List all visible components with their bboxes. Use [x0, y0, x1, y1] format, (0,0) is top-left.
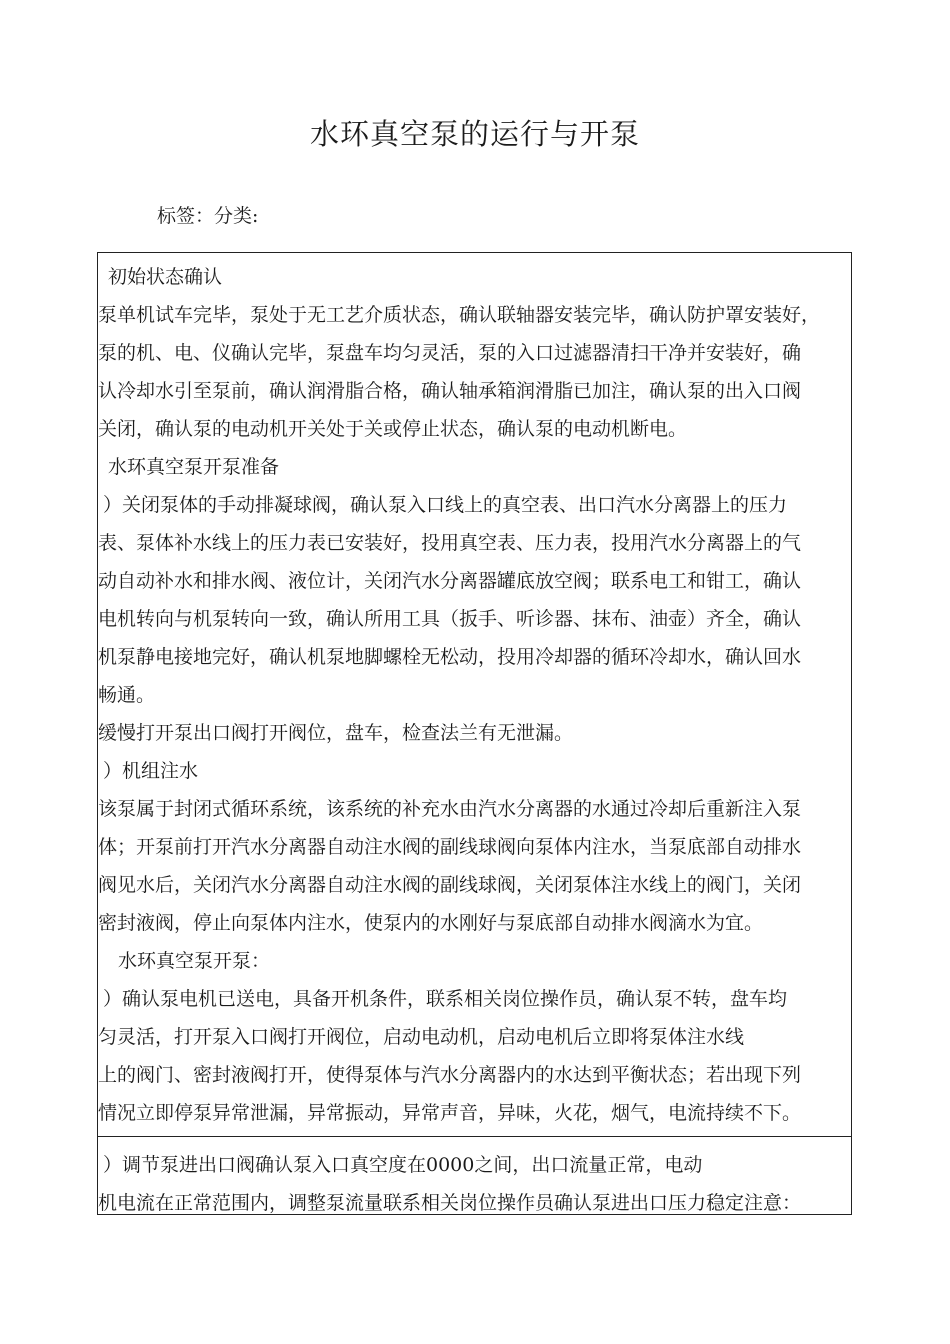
text-line: 缓慢打开泵出口阀打开阀位，盘车，检查法兰有无泄漏。	[98, 722, 574, 744]
text-line: ）确认泵电机已送电，具备开机条件，联系相关岗位操作员，确认泵不转，盘车均	[103, 988, 788, 1010]
text-line: 匀灵活，打开泵入口阀打开阀位，启动电动机，启动电机后立即将泵体注水线	[98, 1026, 745, 1048]
text-line: 密封液阀，停止向泵体内注水，使泵内的水刚好与泵底部自动排水阀滴水为宜。	[98, 912, 764, 934]
text-line: 泵的机、电、仪确认完毕，泵盘车均匀灵活，泵的入口过滤器清扫干净并安装好，确	[98, 342, 802, 364]
text-line: 上的阀门、密封液阀打开，使得泵体与汽水分离器内的水达到平衡状态；若出现下列	[98, 1064, 802, 1086]
section-heading-initial-state: 初始状态确认	[108, 266, 223, 288]
text-line: 表、泵体补水线上的压力表已安装好，投用真空表、压力表，投用汽水分离器上的气	[98, 532, 802, 554]
text-line: ）调节泵进出口阀确认泵入口真空度在0000之间，出口流量正常，电动	[103, 1154, 703, 1176]
text-line: 情况立即停泵异常泄漏，异常振动，异常声音，异味，火花，烟气，电流持续不下。	[98, 1102, 802, 1124]
text-line: 泵单机试车完毕，泵处于无工艺介质状态，确认联轴器安装完毕，确认防护罩安装好，	[98, 304, 821, 326]
section-heading-water-fill: ）机组注水	[103, 760, 199, 782]
text-line: 动自动补水和排水阀、液位计，关闭汽水分离器罐底放空阀；联系电工和钳工，确认	[98, 570, 802, 592]
text-line: 关闭，确认泵的电动机开关处于关或停止状态，确认泵的电动机断电。	[98, 418, 688, 440]
tags-line: 标签：分类:	[157, 205, 259, 227]
text-line: 电机转向与机泵转向一致，确认所用工具（扳手、听诊器、抹布、油壶）齐全，确认	[98, 608, 802, 630]
section-heading-start-pump: 水环真空泵开泵：	[118, 950, 271, 972]
document-title: 水环真空泵的运行与开泵	[309, 117, 640, 151]
text-line: 阀见水后，关闭汽水分离器自动注水阀的副线球阀，关闭泵体注水线上的阀门，关闭	[98, 874, 802, 896]
text-line: 畅通。	[98, 684, 156, 706]
section-heading-preparation: 水环真空泵开泵准备	[108, 456, 280, 478]
text-line: 机电流在正常范围内，调整泵流量联系相关岗位操作员确认泵进出口压力稳定注意：	[98, 1192, 802, 1214]
text-line: 该泵属于封闭式循环系统，该系统的补充水由汽水分离器的水通过冷却后重新注入泵	[98, 798, 802, 820]
row-divider	[98, 1136, 851, 1137]
text-line: 机泵静电接地完好，确认机泵地脚螺栓无松动，投用冷却器的循环冷却水，确认回水	[98, 646, 802, 668]
content-box	[97, 252, 852, 1215]
text-line: 认冷却水引至泵前，确认润滑脂合格，确认轴承箱润滑脂已加注，确认泵的出入口阀	[98, 380, 802, 402]
text-line: 体；开泵前打开汽水分离器自动注水阀的副线球阀向泵体内注水，当泵底部自动排水	[98, 836, 802, 858]
text-line: ）关闭泵体的手动排凝球阀，确认泵入口线上的真空表、出口汽水分离器上的压力	[103, 494, 788, 516]
